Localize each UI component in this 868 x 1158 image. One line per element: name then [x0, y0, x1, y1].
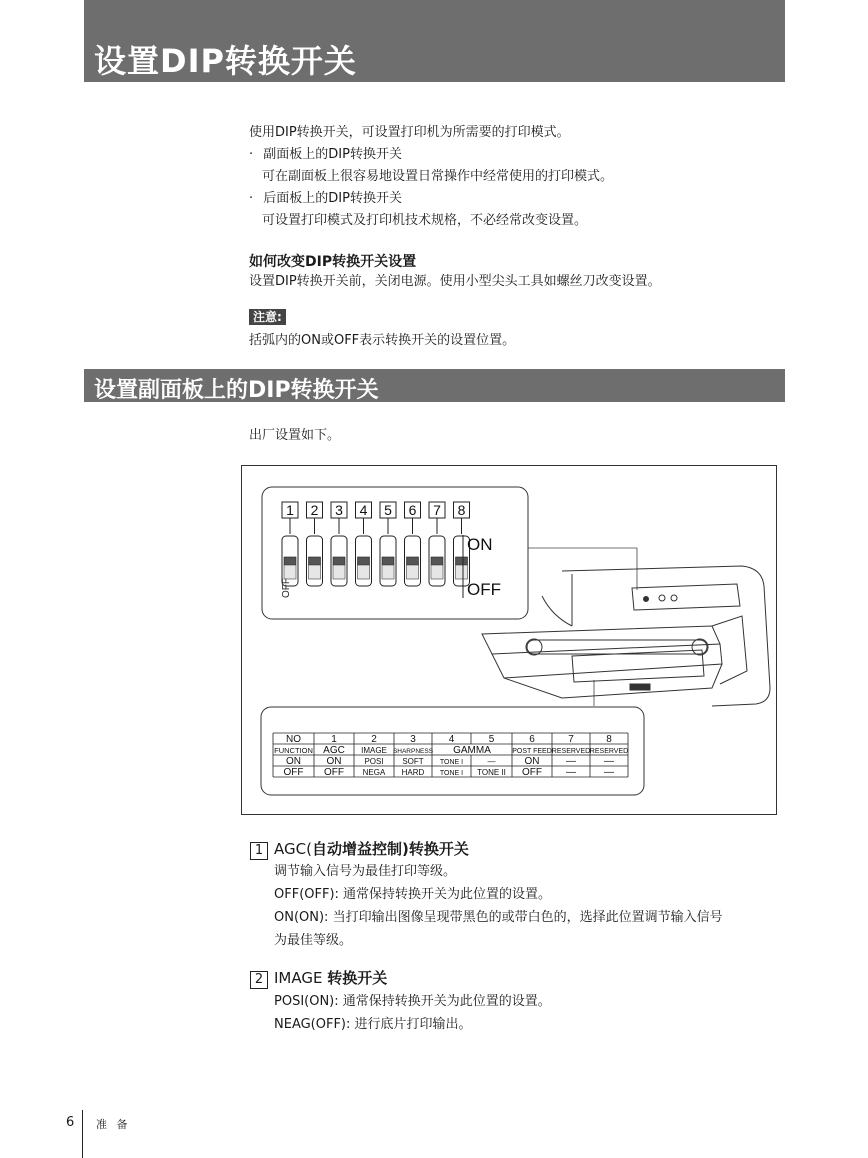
table-cell: RESERVED: [589, 748, 629, 755]
dip-switch-5: [380, 536, 396, 586]
table-cell: 2: [371, 734, 377, 745]
footer-rule: [82, 1110, 83, 1158]
table-cell: 1: [331, 734, 337, 745]
bullet-1: [249, 144, 402, 166]
svg-text:7: 7: [433, 502, 441, 518]
table-cell: NO: [286, 734, 301, 745]
note-body: 括弧内的ON或OFF表示转换开关的设置位置。: [249, 333, 516, 348]
note-label: 注意:: [249, 309, 286, 325]
switch-number-3: [331, 502, 347, 518]
item-2-title-bold: 转换开关: [327, 969, 388, 987]
switch-number-4: [356, 502, 372, 518]
bullet-1-body: 可在副面板上很容易地设置日常操作中经常使用的打印模式。: [262, 169, 614, 184]
section-title: 设置副面板上的DIP转换开关: [94, 378, 379, 403]
off-label: OFF: [467, 580, 501, 599]
svg-text:6: 6: [408, 502, 417, 518]
table-cell: GAMMA: [453, 745, 491, 756]
item-2-number: 2: [250, 971, 268, 989]
item-2-title-pre: IMAGE: [274, 969, 328, 987]
item-1-title-post: )转换开关: [401, 840, 469, 858]
table-cell: 7: [568, 734, 574, 745]
dip-switch-4: [356, 536, 372, 586]
switch-number-8: [454, 502, 470, 518]
switch-off-letters: OFF: [281, 578, 292, 598]
svg-text:1: 1: [286, 502, 294, 518]
svg-text:2: 2: [310, 502, 319, 518]
factory-text: 出厂设置如下。: [249, 428, 341, 443]
table-cell: TONE I: [439, 770, 464, 777]
item-2-line: NEAG(OFF): 进行底片打印输出。: [274, 1017, 472, 1032]
table-cell: 4: [448, 734, 455, 745]
dip-switch-7: [429, 536, 445, 586]
svg-text:4: 4: [359, 502, 368, 518]
table-cell: NEGA: [362, 768, 386, 777]
table-cell: —: [604, 767, 614, 778]
page-number: 6: [66, 1115, 75, 1130]
dip-switch-6: [405, 536, 421, 586]
table-cell: OFF: [283, 767, 304, 778]
table-cell: 8: [606, 734, 612, 745]
bullet-2-title: 后面板上的DIP转换开关: [263, 191, 402, 206]
item-1-line: OFF(OFF): 通常保持转换开关为此位置的设置。: [274, 887, 552, 902]
table-cell: —: [487, 757, 496, 766]
note-badge: [249, 306, 286, 325]
table-cell: SHARPNESS: [392, 748, 434, 755]
item-1-line: ON(ON): 当打印输出图像呈现带黑色的或带白色的，选择此位置调节输入信号: [274, 910, 723, 925]
dip-switch-2: [307, 536, 323, 586]
table-cell: ON: [286, 756, 301, 767]
table-cell: TONE I: [439, 759, 464, 766]
how-to-body: 设置DIP转换开关前，关闭电源。使用小型尖头工具如螺丝刀改变设置。: [249, 274, 661, 289]
table-cell: ON: [326, 756, 342, 767]
switch-number-1: [282, 502, 298, 518]
table-cell: SOFT: [402, 757, 424, 766]
item-1-line: 调节输入信号为最佳打印等级。: [274, 864, 457, 879]
how-to-heading: 如何改变DIP转换开关设置: [249, 254, 417, 270]
footer-section: 准 备: [96, 1118, 131, 1131]
table-cell: TONE II: [477, 768, 506, 777]
table-cell: OFF: [324, 767, 344, 778]
table-cell: RESERVED: [551, 748, 591, 755]
on-label: ON: [467, 535, 493, 554]
switch-number-7: [429, 502, 445, 518]
table-cell: POSI: [364, 757, 384, 766]
title-bar: [84, 0, 785, 82]
table-cell: POST FEED: [512, 748, 552, 755]
table-cell: —: [566, 756, 576, 767]
table-cell: AGC: [323, 745, 345, 756]
switch-number-5: [380, 502, 396, 518]
table-cell: —: [604, 756, 614, 767]
intro-line: 使用DIP转换开关，可设置打印机为所需要的打印模式。: [249, 125, 570, 140]
table-cell: 3: [410, 734, 416, 745]
table-cell: IMAGE: [361, 746, 387, 755]
bullet-mark: ·: [249, 191, 254, 206]
svg-text:3: 3: [335, 502, 343, 518]
item-1-number: 1: [250, 842, 268, 860]
section-bar: [84, 369, 785, 402]
item-1-title-pre: AGC(: [274, 840, 312, 858]
svg-text:5: 5: [384, 502, 392, 518]
switch-number-6: [405, 502, 421, 518]
bullet-1-title: 副面板上的DIP转换开关: [263, 147, 402, 162]
table-cell: 6: [529, 734, 535, 745]
switch-number-2: [307, 502, 323, 518]
table-cell: FUNCTION: [274, 746, 313, 755]
table-cell: HARD: [401, 768, 425, 777]
svg-text:8: 8: [457, 502, 466, 518]
table-cell: OFF: [522, 767, 542, 778]
bullet-2: [249, 188, 402, 210]
item-1-title-bold: 自动增益控制: [311, 840, 402, 858]
item-1-title: [250, 838, 469, 860]
bullet-2-body: 可设置打印模式及打印机技术规格，不必经常改变设置。: [262, 213, 588, 228]
table-cell: 5: [488, 734, 495, 745]
dip-switch-3: [331, 536, 347, 586]
item-2-line: POSI(ON): 通常保持转换开关为此位置的设置。: [274, 994, 551, 1009]
dip-switch-figure: [241, 465, 777, 815]
page-title: 设置DIP转换开关: [94, 42, 357, 80]
item-2-title: [250, 967, 387, 989]
figure-illustration: [242, 466, 778, 816]
table-cell: —: [566, 767, 576, 778]
item-1-line: 为最佳等级。: [274, 933, 353, 948]
table-cell: ON: [524, 756, 540, 767]
bullet-mark: ·: [249, 147, 254, 162]
